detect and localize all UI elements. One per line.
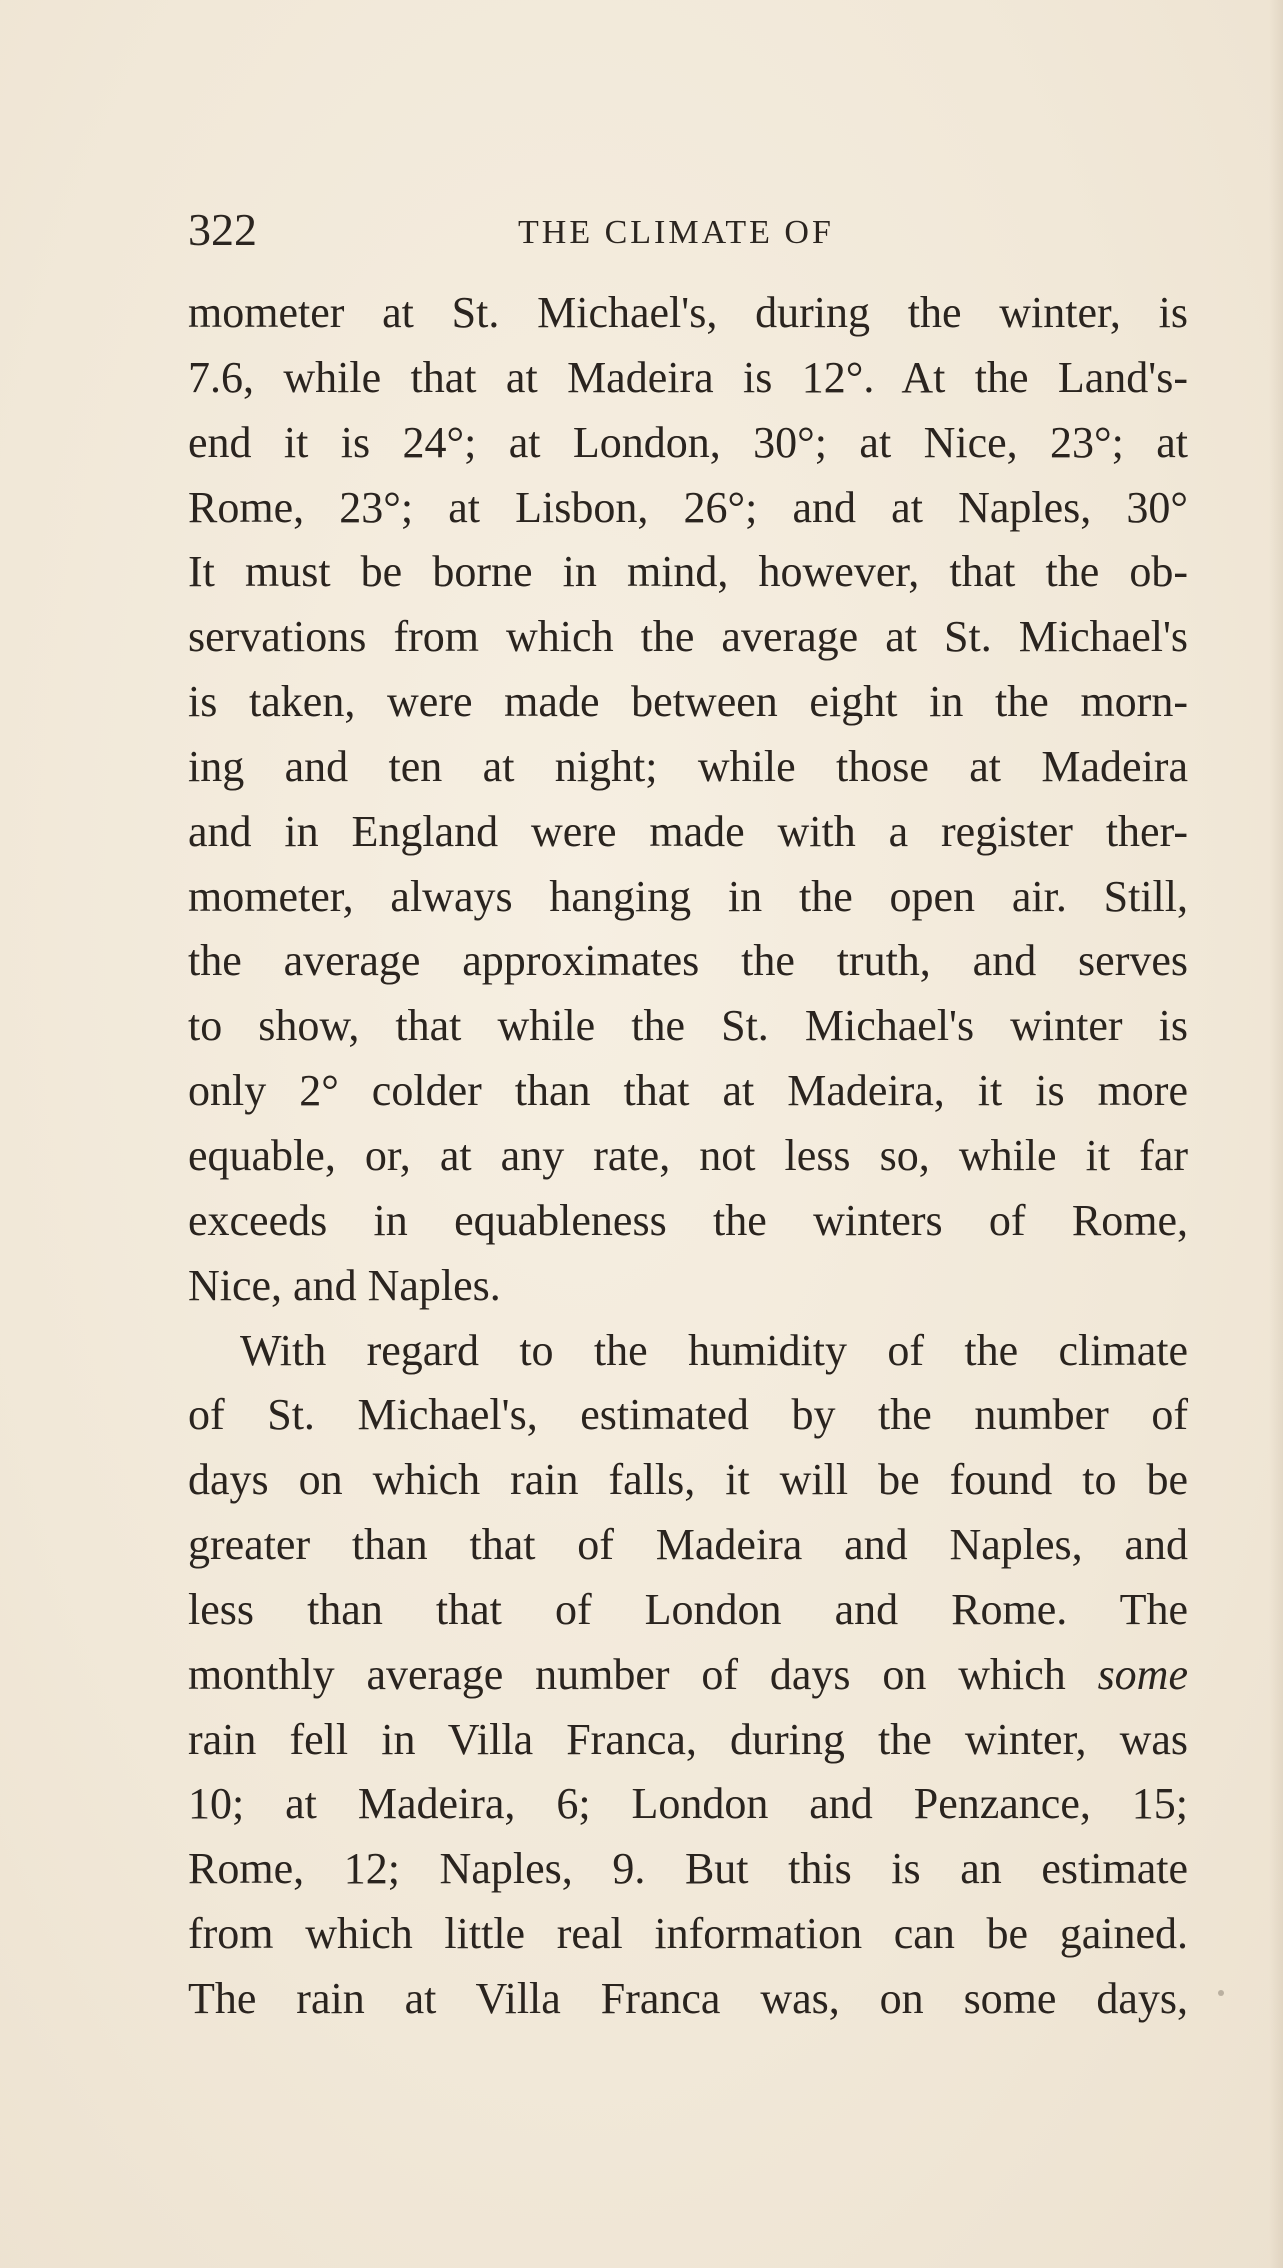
text-line: equable, or, at any rate, not less so, while it far bbox=[188, 1130, 1188, 1180]
page-number: 322 bbox=[188, 204, 257, 255]
text-line: With regard to the humidity of the climate bbox=[240, 1325, 1188, 1375]
text-line: is taken, were made between eight in the morn- bbox=[188, 677, 1188, 727]
text-line: It must be borne in mind, however, that the ob- bbox=[188, 547, 1188, 597]
text-line: end it is 24°; at London, 30°; at Nice, 23°; at bbox=[188, 417, 1188, 467]
running-title: THE CLIMATE OF bbox=[518, 214, 834, 251]
scan-speck bbox=[1218, 1990, 1224, 1996]
text-line: servations from which the average at St. Michael's bbox=[188, 612, 1188, 662]
text-line: only 2° colder than that at Madeira, it is more bbox=[188, 1066, 1188, 1116]
text-line: days on which rain falls, it will be found to be bbox=[188, 1455, 1188, 1505]
text-line: from which little real information can be gained. bbox=[188, 1909, 1188, 1959]
text-line: 7.6, while that at Madeira is 12°. At the Land's- bbox=[188, 352, 1188, 402]
text-line: The rain at Villa Franca was, on some days, bbox=[188, 1973, 1188, 2023]
text-line: Rome, 12; Naples, 9. But this is an estimate bbox=[188, 1844, 1188, 1894]
body-text bbox=[188, 281, 1188, 2032]
text-line: less than that of London and Rome. The bbox=[188, 1584, 1188, 1634]
text-line: greater than that of Madeira and Naples, and bbox=[188, 1520, 1188, 1570]
page-edge-shadow bbox=[1269, 0, 1283, 2268]
text-line: monthly average number of days on which some bbox=[188, 1649, 1188, 1699]
text-line: of St. Michael's, estimated by the number of bbox=[188, 1390, 1188, 1440]
text-line: mometer at St. Michael's, during the winter, is bbox=[188, 288, 1188, 337]
text-line: mometer, always hanging in the open air. Still, bbox=[188, 871, 1188, 921]
text-line: 10; at Madeira, 6; London and Penzance, 15; bbox=[188, 1779, 1188, 1829]
text-line: the average approximates the truth, and serves bbox=[188, 936, 1188, 986]
text-line: and in England were made with a register ther- bbox=[188, 806, 1188, 856]
text-line: Nice, and Naples. bbox=[188, 1260, 501, 1310]
page-header bbox=[188, 200, 1188, 260]
text-line: ing and ten at night; while those at Madeira bbox=[188, 741, 1188, 791]
text-line: rain fell in Villa Franca, during the winter, was bbox=[188, 1714, 1188, 1764]
text-line: to show, that while the St. Michael's winter is bbox=[188, 1001, 1188, 1051]
text-line: exceeds in equableness the winters of Rome, bbox=[188, 1195, 1188, 1245]
text-line: Rome, 23°; at Lisbon, 26°; and at Naples, 30° bbox=[188, 482, 1188, 532]
